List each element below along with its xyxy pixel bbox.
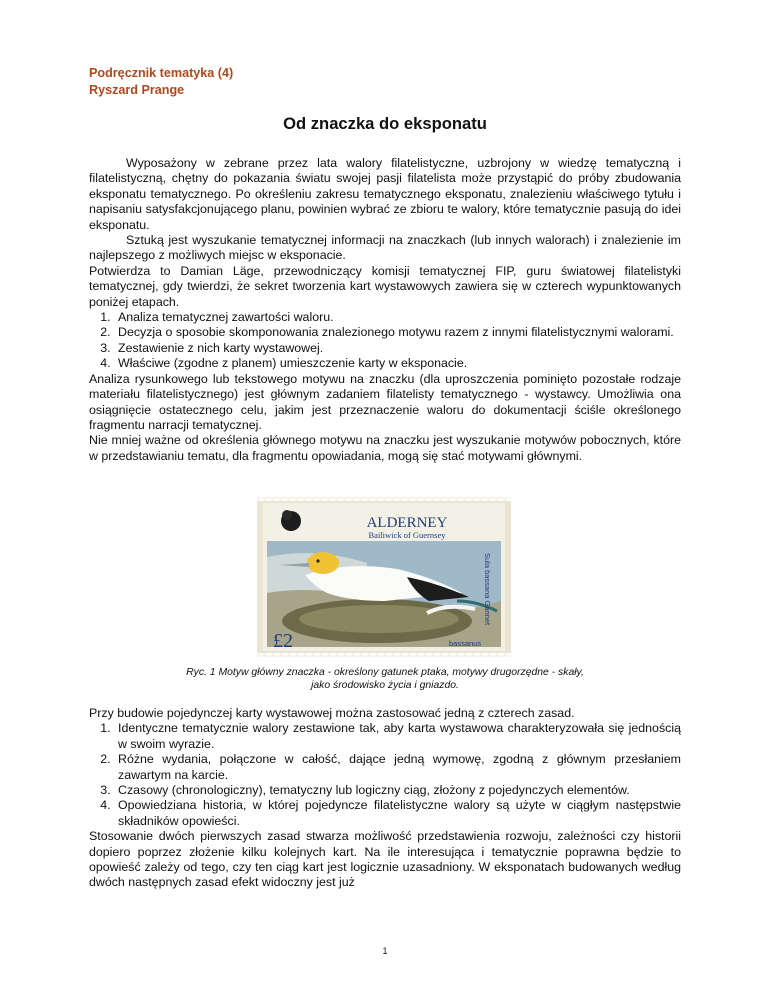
paragraph: Wyposażony w zebrane przez lata walory filatelistyczne, uzbrojony w wiedzę tematyczną i filatelistyczną, chętny do pokazania światu swojej pasji filatelista może przystąpić do próby zbudowania eksponatu tematycznego. Po określeniu zakresu tematycznego eksponatu, znalezieniu właściwego tytułu i napisaniu satysfakcjonującego planu, powinien wybrać ze zbioru te walory, które tematycznie pasują do idei eksponatu.	[89, 156, 681, 232]
article-title: Od znaczka do eksponatu	[283, 114, 487, 133]
gannet-stamp-image	[257, 497, 511, 657]
principles-section	[89, 706, 681, 891]
paragraph: Nie mniej ważne od określenia głównego motywu na znaczku jest wyszukanie motywów pobocznych, które w przedstawianiu tematu, dla fragmentu opowiadania, mogą się stać motywami głównymi.	[89, 433, 681, 463]
list-item: 3. Zestawienie z nich karty wystawowej.	[114, 341, 681, 356]
document-header	[89, 65, 233, 99]
stamp-side-text: Sula bassana Gannet	[483, 553, 492, 626]
stamp-species-label: bassanus	[449, 639, 482, 648]
intro-section	[89, 156, 681, 464]
paragraph: Stosowanie dwóch pierwszych zasad stwarza możliwość przedstawienia rozwoju, zależności czy historii dopiero poprzez złożenie kilku kolejnych kart. Na ile interesująca i tematycznie poprawna będzie to opowieść zależy od tego, czy ten ciąg kart jest logicznie uzasadniony. W eksponatach budowanych według dwóch następnych zasad efekt widoczny jest już	[89, 829, 681, 890]
steps-list	[89, 310, 681, 372]
author-name: Ryszard Prange	[89, 83, 185, 97]
series-title: Podręcznik tematyka (4)	[89, 66, 234, 80]
gannet-head-icon	[307, 552, 339, 574]
stamp-figure	[257, 497, 511, 657]
stamp-value: £2	[273, 630, 293, 652]
figure-caption	[89, 666, 681, 692]
paragraph: Przy budowie pojedynczej karty wystawowej można zastosować jedną z czterech zasad.	[89, 706, 575, 720]
page-number: 1	[382, 946, 388, 956]
caption-line: jako środowisko życia i gniazdo.	[311, 680, 459, 692]
stamp-subtitle: Bailiwick of Guernsey	[368, 530, 446, 540]
caption-line: Ryc. 1 Motyw główny znaczka - określony gatunek ptaka, motywy drugorzędne - skały,	[186, 667, 584, 678]
paragraph: Potwierdza to Damian Läge, przewodniczący komisji tematycznej FIP, guru światowej filatelistyki tematycznej, gdy twierdzi, że sekret tworzenia kart wystawowych zawiera się w czterech wypunktowanych poniżej etapach.	[89, 263, 681, 309]
list-item: 1. Identyczne tematycznie walory zestawione tak, aby karta wystawowa charakteryzowała się jednością w swoim wyrazie.	[114, 721, 681, 752]
list-item: 1. Analiza tematycznej zawartości waloru.	[114, 310, 681, 325]
paragraph: Sztuką jest wyszukanie tematycznej informacji na znaczkach (lub innych walorach) i znalezienie im najlepszego z możliwych miejsc w eksponacie.	[89, 233, 681, 263]
principles-list	[89, 721, 681, 829]
list-item: 2. Różne wydania, połączone w całość, dające jedną wymowę, zgodną z głównym przesłaniem zawartym na karcie.	[114, 752, 681, 783]
stamp-country: ALDERNEY	[366, 515, 448, 531]
list-item: 4. Opowiedziana historia, w której pojedyncze filatelistyczne walory są użyte w ciągłym następstwie składników opowieści.	[114, 798, 681, 829]
paragraph: Analiza rysunkowego lub tekstowego motywu na znaczku (dla uproszczenia pominięto pozostałe rodzaje materiału filatelistycznego) jest głównym zadaniem filatelisty tematycznego - wystawcy. Umożliwia ona osiągnięcie ostatecznego celu, jakim jest przeznaczenie waloru do dokumentacji ściśle określonego fragmentu narracji tematycznej.	[89, 371, 681, 432]
list-item: 2. Decyzja o sposobie skomponowania znalezionego motywu razem z innymi filatelistycznymi walorami.	[114, 325, 681, 340]
list-item: 4. Właściwe (zgodne z planem) umieszczenie karty w eksponacie.	[114, 356, 681, 371]
list-item: 3. Czasowy (chronologiczny), tematyczny lub logiczny ciąg, złożony z pojedynczych elementów.	[114, 783, 681, 798]
